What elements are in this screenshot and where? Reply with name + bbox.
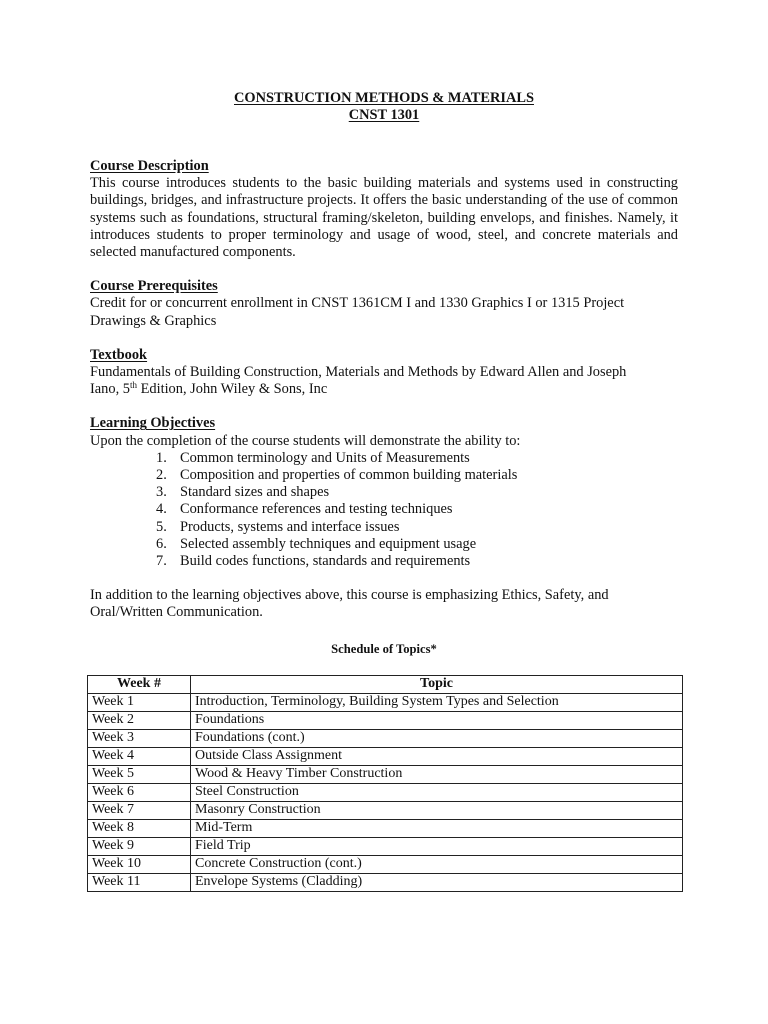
week-cell: Week 10 (88, 855, 191, 873)
textbook-edition-superscript: th (129, 380, 137, 391)
textbook-line-1: Fundamentals of Building Construction, Materials and Methods by Edward Allen and Joseph (90, 364, 627, 381)
objective-number: 6. (156, 535, 167, 552)
learning-objectives-list (90, 450, 678, 570)
textbook-heading: Textbook (90, 346, 148, 363)
table-row (88, 747, 683, 765)
week-cell: Week 9 (88, 837, 191, 855)
topic-cell: Foundations (191, 711, 683, 729)
course-description-text: This course introduces students to the basic building materials and systems used in constructing buildings, bridges, and infrastructure projects. It offers the basic understanding of the use of common systems such as foundations, structural framing/skeleton, building envelops, and finishes. Namely, it introduces students to proper terminology and usage of wood, steel, and concrete materials and selected manufactured components. (90, 175, 678, 261)
learning-objectives-heading: Learning Objectives (90, 415, 216, 432)
prerequisites-line-1: Credit for or concurrent enrollment in CNST 1361CM I and 1330 Graphics I or 1315 Project (90, 295, 625, 312)
prerequisites-line-2: Drawings & Graphics (90, 312, 217, 329)
additional-objectives-line-2: Oral/Written Communication. (90, 604, 263, 621)
week-column-header: Week # (88, 675, 191, 693)
schedule-table (87, 675, 683, 892)
table-row (88, 783, 683, 801)
topic-cell: Field Trip (191, 837, 683, 855)
objective-item (90, 536, 678, 553)
objective-text: Common terminology and Units of Measurements (180, 449, 470, 466)
topic-cell: Concrete Construction (cont.) (191, 855, 683, 873)
topic-cell: Introduction, Terminology, Building System Types and Selection (191, 693, 683, 711)
topic-cell: Masonry Construction (191, 801, 683, 819)
objective-item (90, 484, 678, 501)
week-cell: Week 5 (88, 765, 191, 783)
objective-number: 2. (156, 467, 167, 484)
table-row (88, 837, 683, 855)
objective-text: Products, systems and interface issues (180, 518, 400, 535)
week-cell: Week 2 (88, 711, 191, 729)
objective-number: 1. (156, 449, 167, 466)
prerequisites-heading: Course Prerequisites (90, 278, 218, 295)
objective-item (90, 467, 678, 484)
objective-text: Build codes functions, standards and requirements (180, 552, 471, 569)
topic-cell: Steel Construction (191, 783, 683, 801)
week-cell: Week 1 (88, 693, 191, 711)
learning-objectives-intro: Upon the completion of the course students will demonstrate the ability to: (90, 432, 521, 449)
week-cell: Week 3 (88, 729, 191, 747)
week-cell: Week 11 (88, 873, 191, 891)
table-row (88, 855, 683, 873)
table-row (88, 711, 683, 729)
course-description-heading: Course Description (90, 158, 209, 174)
objective-number: 3. (156, 484, 167, 501)
table-row (88, 801, 683, 819)
textbook-edition-prefix: Iano, 5 (90, 381, 130, 398)
week-cell: Week 4 (88, 747, 191, 765)
table-row (88, 729, 683, 747)
learning-objectives-section (90, 415, 678, 621)
week-cell: Week 7 (88, 801, 191, 819)
objective-item (90, 450, 678, 467)
objective-item (90, 553, 678, 570)
table-row (88, 873, 683, 891)
objective-item (90, 501, 678, 518)
objective-text: Conformance references and testing techniques (180, 501, 453, 518)
document-title-block (90, 90, 678, 124)
week-cell: Week 6 (88, 783, 191, 801)
topic-cell: Envelope Systems (Cladding) (191, 873, 683, 891)
schedule-header-row (88, 675, 683, 693)
topic-cell: Outside Class Assignment (191, 747, 683, 765)
course-code: CNST 1301 (348, 107, 420, 123)
objective-text: Selected assembly techniques and equipment usage (180, 535, 477, 552)
table-row (88, 819, 683, 837)
topic-cell: Mid-Term (191, 819, 683, 837)
prerequisites-section (90, 278, 678, 330)
objective-item (90, 519, 678, 536)
table-row (88, 765, 683, 783)
topic-column-header: Topic (191, 675, 683, 693)
objective-number: 5. (156, 518, 167, 535)
course-description-section (90, 158, 678, 261)
textbook-section (90, 347, 678, 399)
topic-cell: Foundations (cont.) (191, 729, 683, 747)
week-cell: Week 8 (88, 819, 191, 837)
syllabus-page (90, 90, 678, 892)
schedule-title: Schedule of Topics* (331, 641, 437, 656)
objective-number: 4. (156, 501, 167, 518)
objective-number: 7. (156, 552, 167, 569)
textbook-line-2 (90, 381, 678, 398)
additional-objectives-line-1: In addition to the learning objectives above, this course is emphasizing Ethics, Safety, and (90, 587, 609, 604)
topic-cell: Wood & Heavy Timber Construction (191, 765, 683, 783)
objective-text: Standard sizes and shapes (180, 484, 330, 501)
table-row (88, 693, 683, 711)
objective-text: Composition and properties of common building materials (180, 467, 518, 484)
textbook-edition-suffix: Edition, John Wiley & Sons, Inc (136, 381, 328, 398)
course-title: CONSTRUCTION METHODS & MATERIALS (234, 90, 534, 106)
